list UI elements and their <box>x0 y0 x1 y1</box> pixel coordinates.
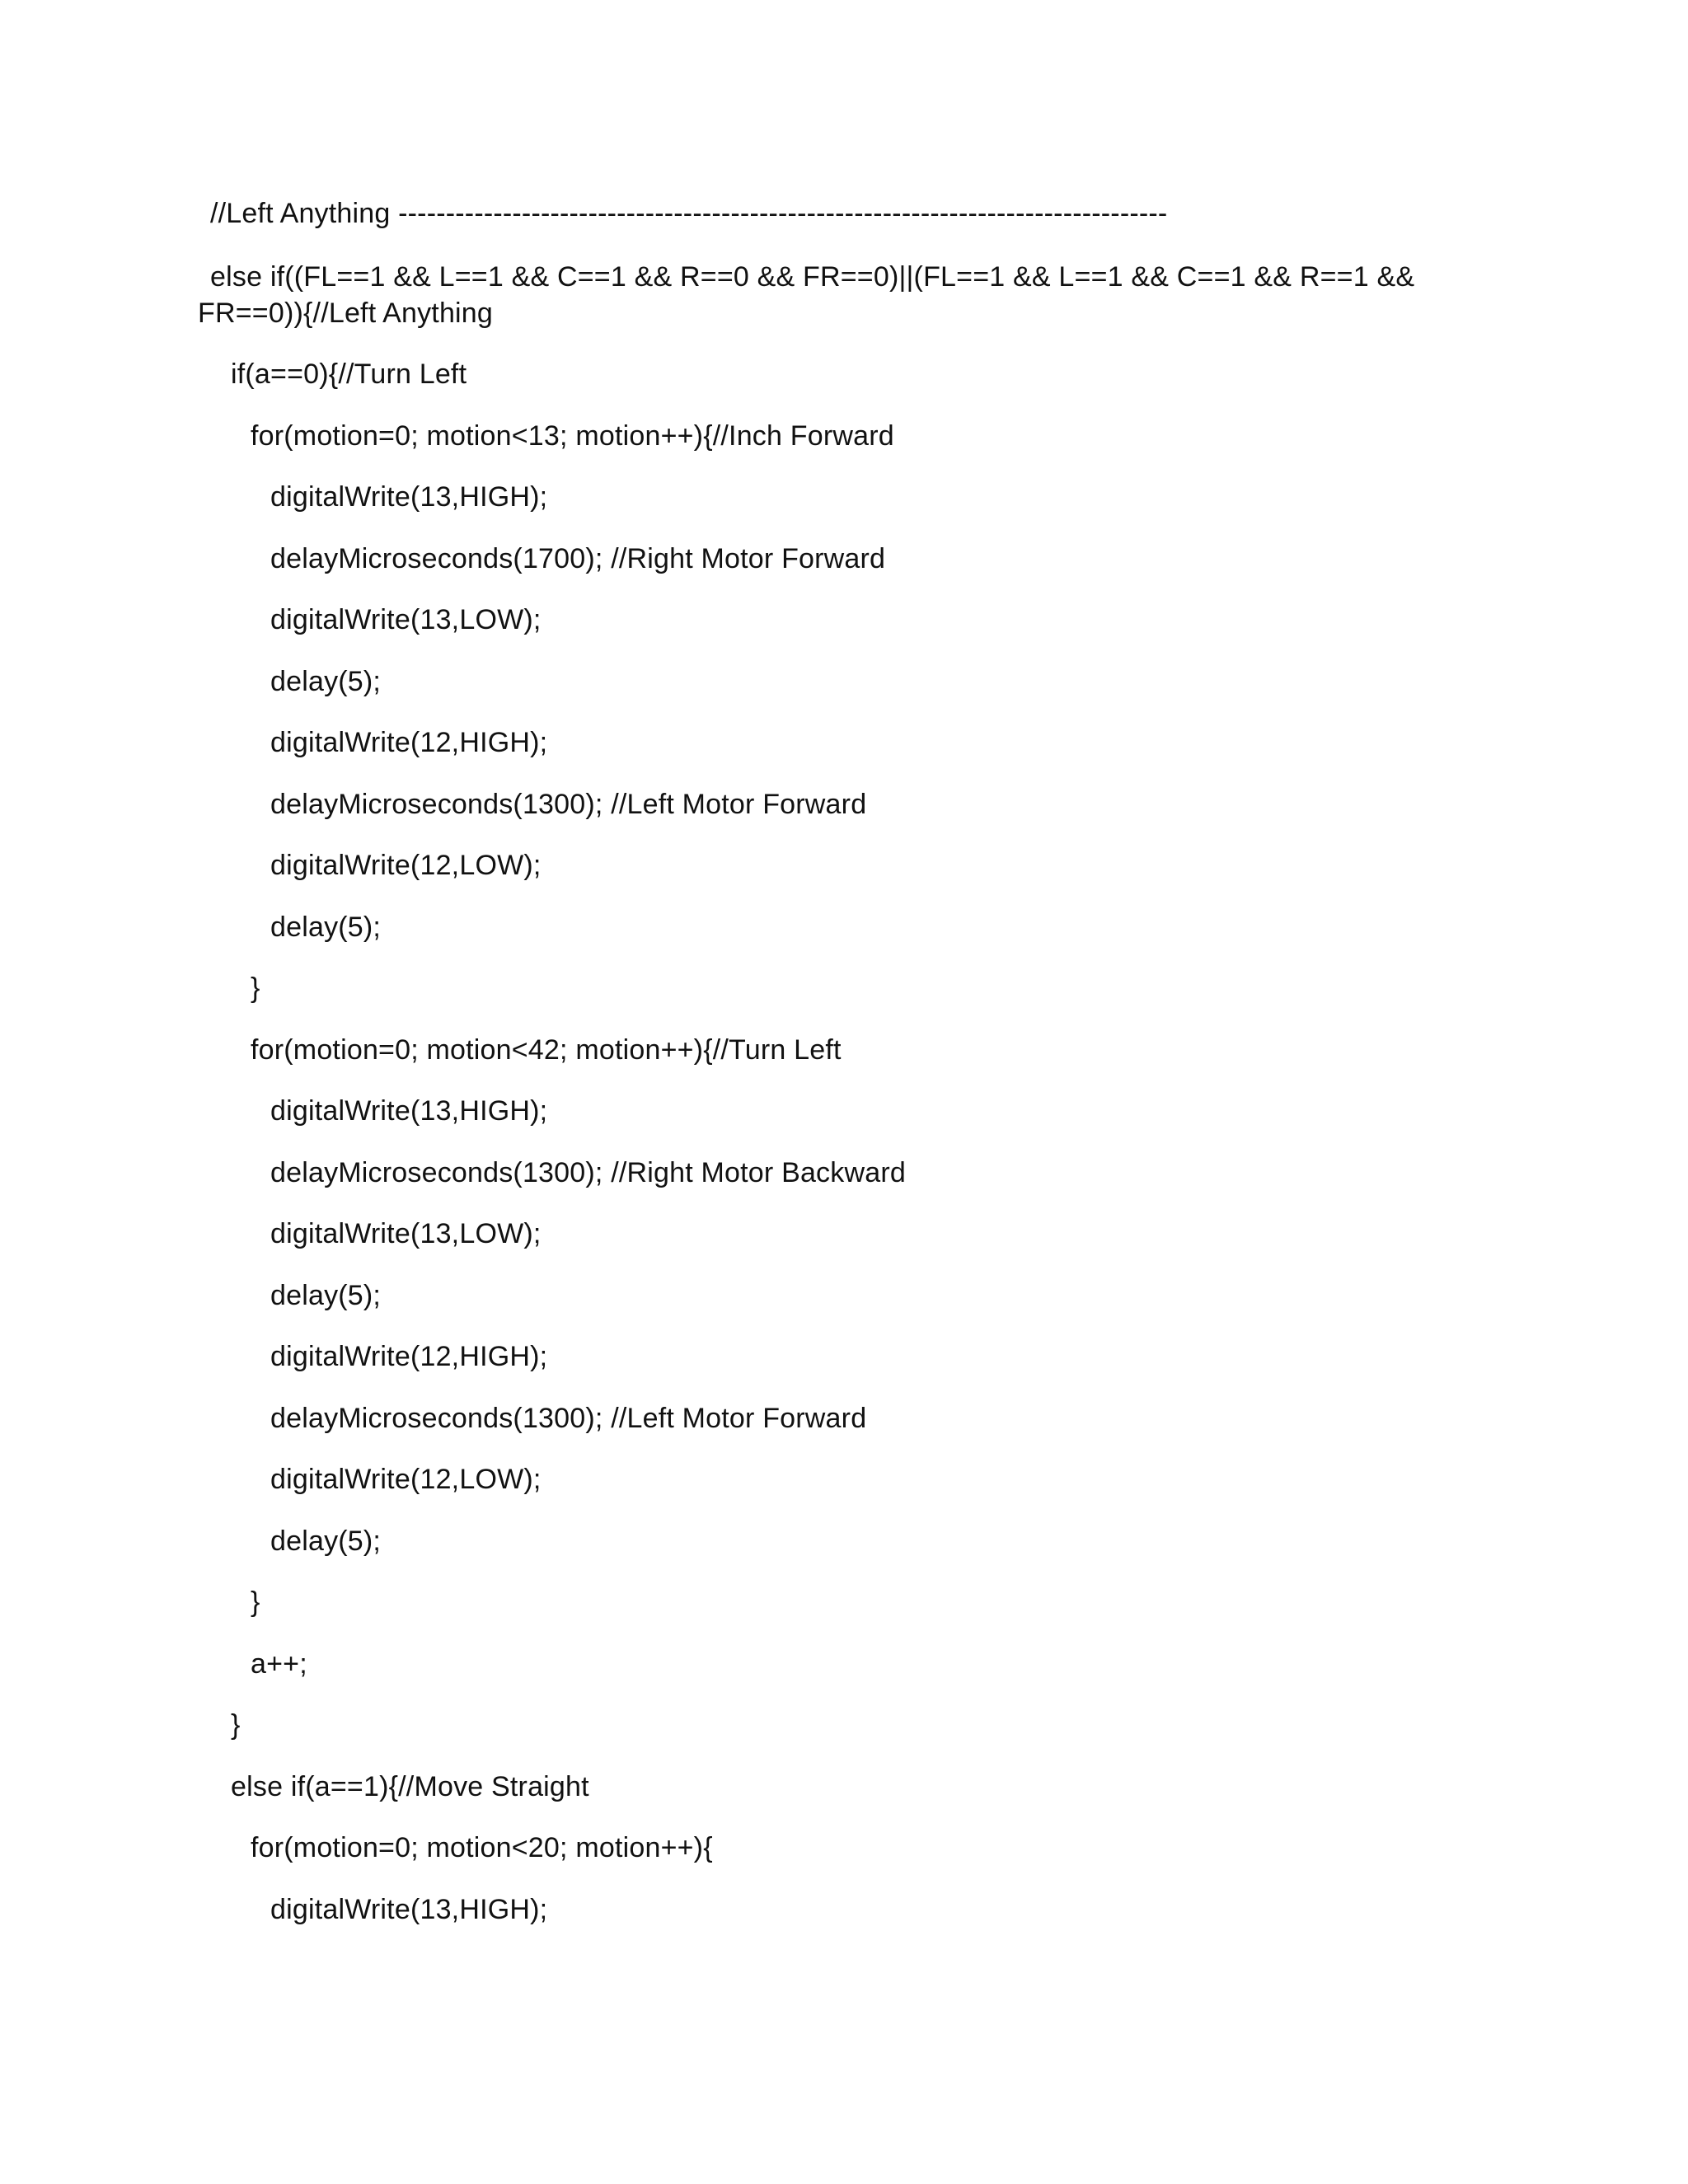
code-line: delay(5); <box>270 666 382 697</box>
code-line: delay(5); <box>270 1280 382 1311</box>
code-line: digitalWrite(13,HIGH); <box>270 481 548 513</box>
code-line: delayMicroseconds(1700); //Right Motor Forward <box>270 543 886 574</box>
code-line: else if((FL==1 && L==1 && C==1 && R==0 && FR==0)||(FL==1 && L==1 && C==1 && R==1 && <box>210 261 1415 293</box>
code-line: digitalWrite(12,LOW); <box>270 1464 542 1495</box>
code-line: delay(5); <box>270 1526 382 1557</box>
code-line: digitalWrite(12,HIGH); <box>270 1341 548 1372</box>
code-line: digitalWrite(13,LOW); <box>270 604 542 635</box>
code-line: FR==0)){//Left Anything <box>198 298 494 329</box>
code-line: } <box>251 972 260 1004</box>
code-line: } <box>231 1709 241 1741</box>
code-line: digitalWrite(12,HIGH); <box>270 727 548 758</box>
code-line: delayMicroseconds(1300); //Right Motor Backward <box>270 1157 906 1188</box>
code-line: if(a==0){//Turn Left <box>231 359 467 390</box>
code-line: for(motion=0; motion<13; motion++){//Inch Forward <box>251 420 894 452</box>
code-line: digitalWrite(12,LOW); <box>270 850 542 881</box>
code-line: delay(5); <box>270 912 382 943</box>
code-line: digitalWrite(13,LOW); <box>270 1218 542 1249</box>
code-line: for(motion=0; motion<42; motion++){//Turn Left <box>251 1034 842 1066</box>
code-line: a++; <box>251 1648 307 1680</box>
code-line: for(motion=0; motion<20; motion++){ <box>251 1832 713 1863</box>
code-line: //Left Anything --------------------------------------------------------------------------------- <box>210 198 1168 229</box>
code-line: else if(a==1){//Move Straight <box>231 1771 589 1802</box>
code-line: digitalWrite(13,HIGH); <box>270 1095 548 1127</box>
code-line: digitalWrite(13,HIGH); <box>270 1894 548 1925</box>
code-line: } <box>251 1586 260 1618</box>
code-line: delayMicroseconds(1300); //Left Motor Forward <box>270 1403 867 1434</box>
code-line: delayMicroseconds(1300); //Left Motor Forward <box>270 789 867 820</box>
